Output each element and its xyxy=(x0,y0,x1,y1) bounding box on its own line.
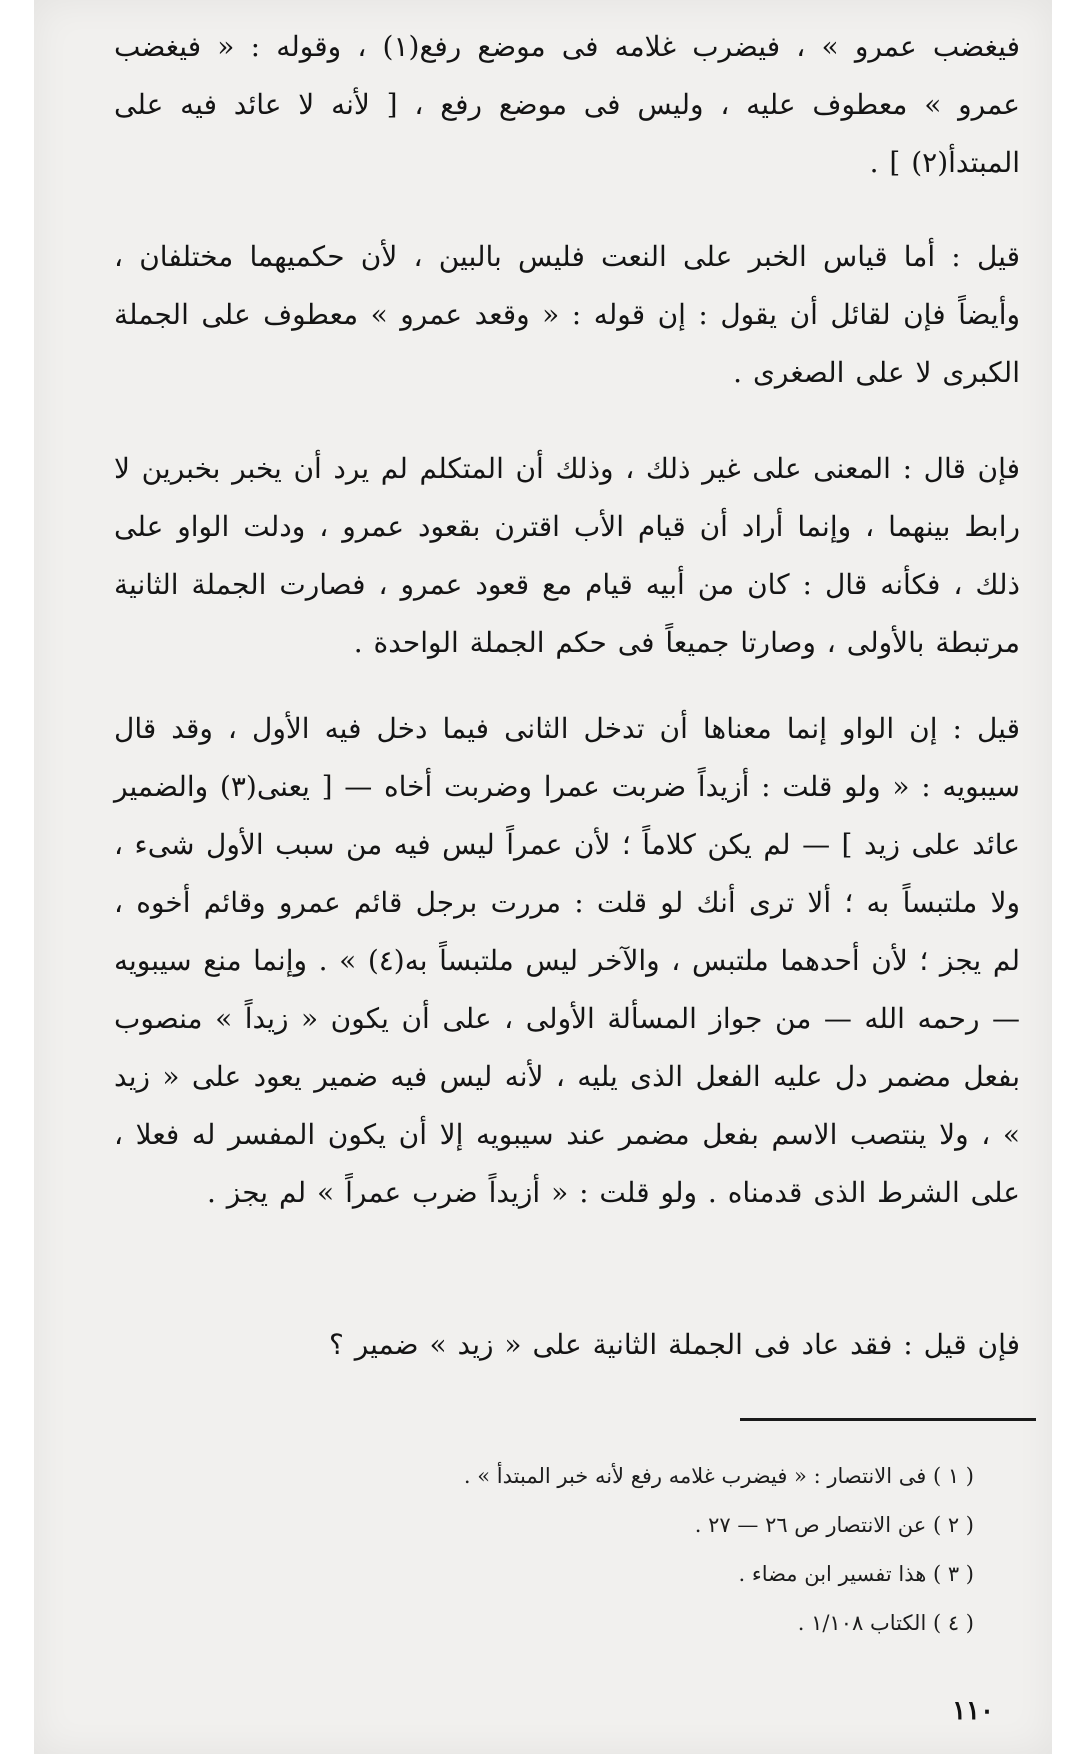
footnotes xyxy=(114,1452,974,1648)
footnote-2: ( ٢ ) عن الانتصار ص ٢٦ — ٢٧ . xyxy=(694,1513,974,1537)
body-paragraph-2: قيل : أما قياس الخبر على النعت فليس بالبين ، لأن حكميهما مختلفان ، وأيضاً فإن لقائل أن يقول : إن قوله : « وقعد عمرو » معطوف على الجملة الكبرى لا على الصغرى . xyxy=(114,240,1020,389)
body-paragraph-1: فيغضب عمرو » ، فيضرب غلامه فى موضع رفع(١) ، وقوله : « فيغضب عمرو » معطوف عليه ، وليس فى موضع رفع ، [ لأنه لا عائد فيه على المبتدأ(٢) ] . xyxy=(114,30,1020,179)
body-paragraph-5: فإن قيل : فقد عاد فى الجملة الثانية على « زيد » ضمير ؟ xyxy=(328,1328,1020,1361)
footnote-1: ( ١ ) فى الانتصار : « فيضرب غلامه رفع لأنه خبر المبتدأ » . xyxy=(463,1464,974,1488)
footnote-separator xyxy=(740,1418,1036,1421)
page-number: ١١٠ xyxy=(952,1696,994,1726)
footnote-4: ( ٤ ) الكتاب ١/١٠٨ . xyxy=(797,1611,974,1635)
footnote-3: ( ٣ ) هذا تفسير ابن مضاء . xyxy=(738,1562,974,1586)
body-paragraph-4: قيل : إن الواو إنما معناها أن تدخل الثانى فيما دخل فيه الأول ، وقد قال سيبويه : « ولو قلت : أزيداً ضربت عمرا وضربت أخاه — [ يعنى(٣) والضمير عائد على زيد ] — لم يكن كلاماً ؛ لأن عمراً ليس فيه من سبب الأول شىء ، ولا ملتبساً به ؛ ألا ترى أنك لو قلت : مررت برجل قائم عمرو وقائم أخوه ، لم يجز ؛ لأن أحدهما ملتبس ، والآخر ليس ملتبساً به(٤) » . وإنما منع سيبويه — رحمه الله — من جواز المسألة الأولى ، على أن يكون « زيداً » منصوب بفعل مضمر دل عليه الفعل الذى يليه ، لأنه ليس فيه ضمير يعود على « زيد » ، ولا ينتصب الاسم بفعل مضمر عند سيبويه إلا أن يكون المفسر له فعلا ، على الشرط الذى قدمناه . ولو قلت : « أزيداً ضرب عمراً » لم يجز . xyxy=(114,712,1020,1209)
body-paragraph-3: فإن قال : المعنى على غير ذلك ، وذلك أن المتكلم لم يرد أن يخبر بخبرين لا رابط بينهما ، وإنما أراد أن قيام الأب اقترن بقعود عمرو ، ودلت الواو على ذلك ، فكأنه قال : كان من أبيه قيام مع قعود عمرو ، فصارت الجملة الثانية مرتبطة بالأولى ، وصارتا جميعاً فى حكم الجملة الواحدة . xyxy=(114,452,1020,659)
book-page xyxy=(34,0,1052,1754)
